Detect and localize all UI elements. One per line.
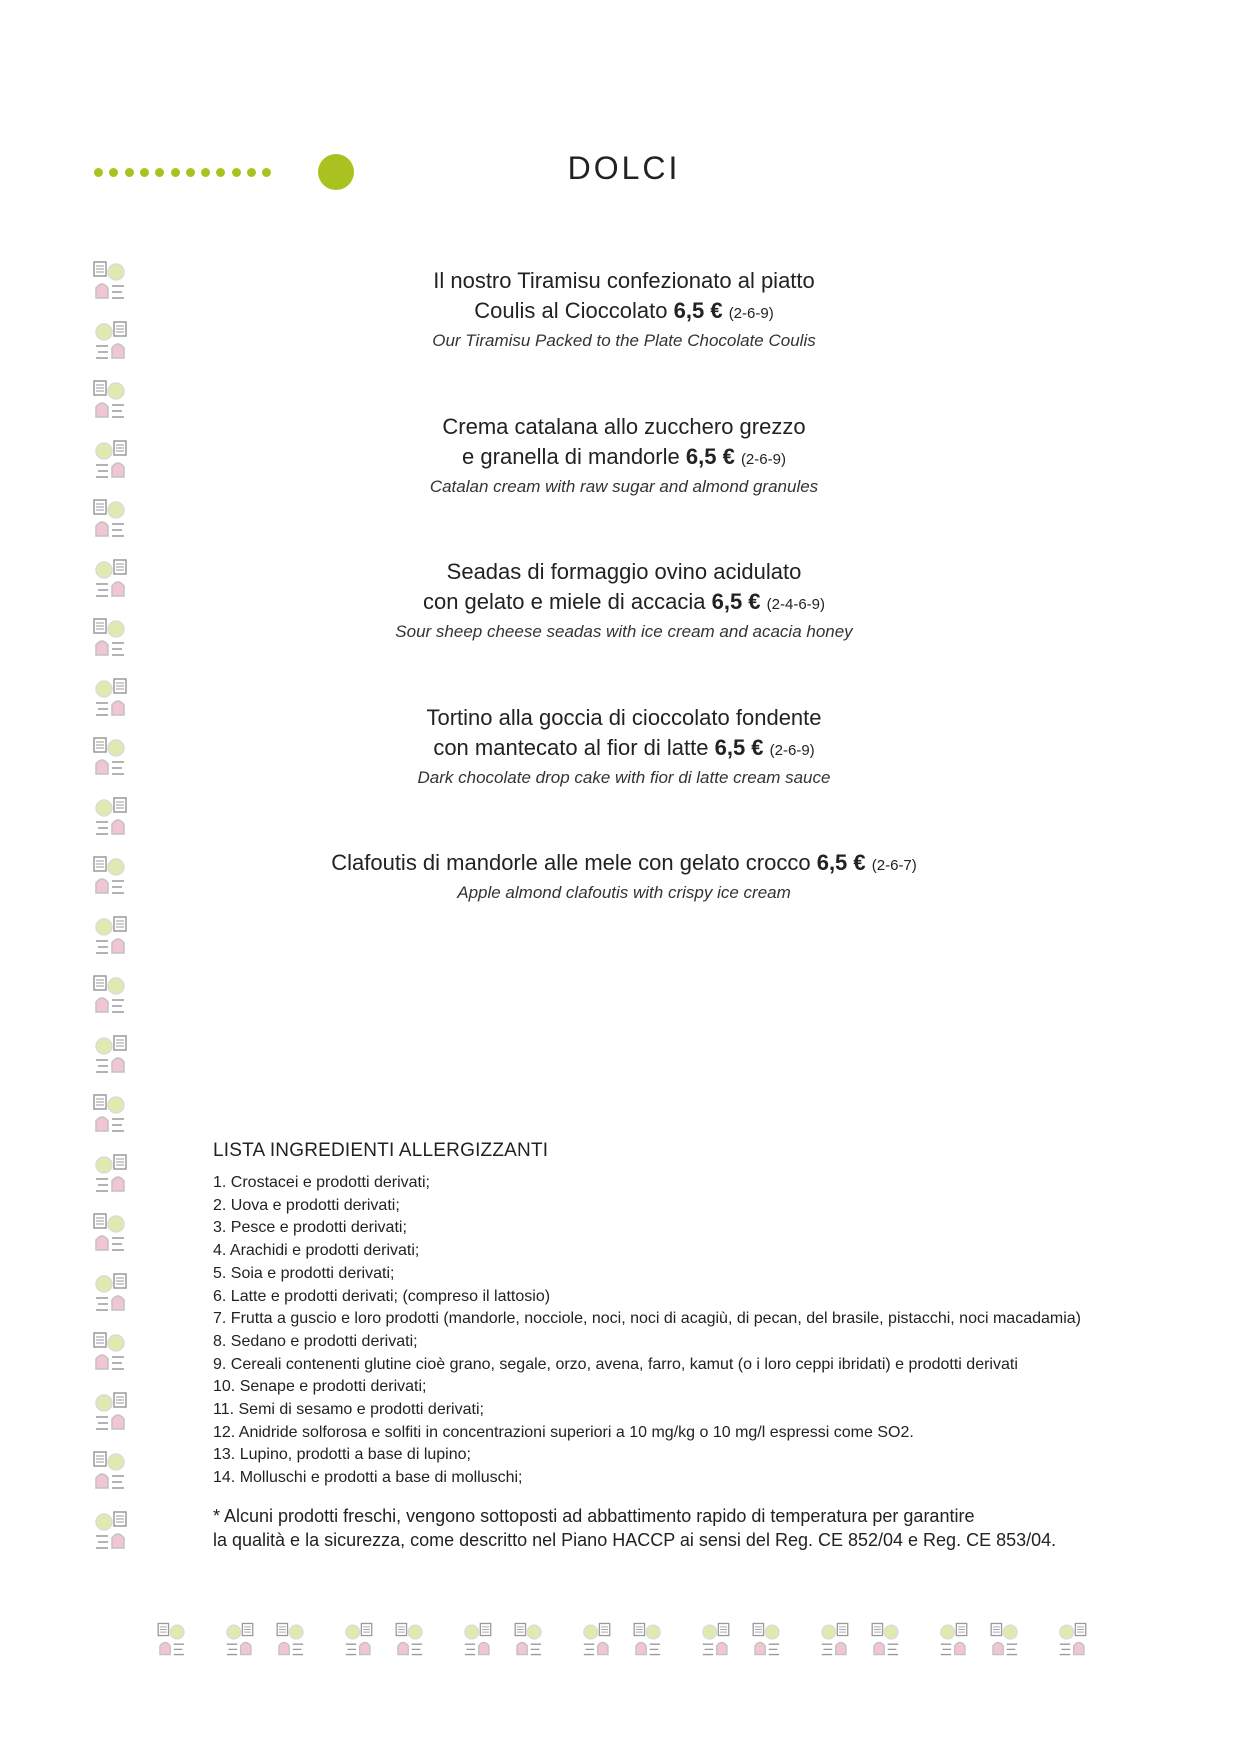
- item-price: 6,5 €: [816, 850, 866, 875]
- item-name-line2: e granella di mandorle 6,5 € (2-6-9): [462, 444, 786, 469]
- haccp-note: [213, 1504, 1113, 1552]
- ornament-icon: [92, 1389, 128, 1433]
- item-price: 6,5 €: [714, 735, 764, 760]
- ornament-icon: [92, 615, 128, 659]
- list-item: 8. Sedano e prodotti derivati;: [213, 1332, 418, 1350]
- ornament-icon: [150, 1620, 196, 1660]
- item-name-line1: Crema catalana allo zucchero grezzo: [442, 414, 806, 439]
- list-item: 11. Semi di sesamo e prodotti derivati;: [213, 1401, 484, 1419]
- allergen-codes: (2-4-6-9): [766, 596, 826, 613]
- list-item: 14. Molluschi e prodotti a base di molluschi;: [213, 1469, 523, 1487]
- ornament-icon: [329, 1620, 375, 1660]
- ornament-icon: [388, 1620, 434, 1660]
- ornament-icon: [92, 853, 128, 897]
- list-item: 6. Latte e prodotti derivati; (compreso il lattosio): [213, 1287, 551, 1305]
- ornament-icon: [92, 1270, 128, 1314]
- list-item: 4. Arachidi e prodotti derivati;: [213, 1242, 420, 1260]
- ornament-icon: [92, 675, 128, 719]
- dot-icon: [94, 168, 103, 177]
- list-item: 7. Frutta a guscio e loro prodotti (mandorle, nocciole, noci, noci di acagiù, di pecan, del brasile, pistacchi, noci macadamia): [213, 1310, 1082, 1328]
- item-english: Sour sheep cheese seadas with ice cream and acacia honey: [395, 622, 853, 641]
- dot-icon: [262, 168, 271, 177]
- dot-icon: [247, 168, 256, 177]
- ornament-icon: [92, 1091, 128, 1135]
- item-name-line2: Coulis al Cioccolato 6,5 € (2-6-9): [474, 298, 774, 323]
- item-english: Our Tiramisu Packed to the Plate Chocolate Coulis: [432, 331, 816, 350]
- page-title: DOLCI: [567, 150, 681, 186]
- ornament-icon: [92, 258, 128, 302]
- item-english: Dark chocolate drop cake with fior di latte cream sauce: [417, 768, 831, 787]
- item-price: 6,5 €: [685, 444, 735, 469]
- ornament-icon: [92, 1032, 128, 1076]
- menu-item: [300, 557, 948, 644]
- ornament-icon: [448, 1620, 494, 1660]
- list-item: 12. Anidride solforosa e solfiti in concentrazioni superiori a 10 mg/kg o 10 mg/l espressi come SO2.: [213, 1423, 914, 1441]
- ornament-icon: [92, 437, 128, 481]
- note-line2: la qualità e la sicurezza, come descritto nel Piano HACCP ai sensi del Reg. CE 852/04 e Reg. CE 853/04.: [213, 1529, 1057, 1550]
- dot-icon: [186, 168, 195, 177]
- dot-icon: [155, 168, 164, 177]
- ornament-icon: [92, 1210, 128, 1254]
- ornament-icon: [92, 1448, 128, 1492]
- item-name-line1: Clafoutis di mandorle alle mele con gelato crocco 6,5 € (2-6-7): [331, 850, 917, 875]
- list-item: 13. Lupino, prodotti a base di lupino;: [213, 1446, 471, 1464]
- menu-item: [260, 848, 988, 905]
- ornament-icon: [92, 496, 128, 540]
- ornament-icon: [626, 1620, 672, 1660]
- menu-item: [300, 266, 948, 353]
- item-name-line1: Il nostro Tiramisu confezionato al piatto: [433, 268, 815, 293]
- ornament-icon: [92, 734, 128, 778]
- ornament-icon: [567, 1620, 613, 1660]
- bottom-ornament-border: [150, 1620, 1100, 1670]
- ornament-icon: [92, 377, 128, 421]
- decorative-dots: [94, 168, 294, 178]
- item-price: 6,5 €: [673, 298, 723, 323]
- ornament-icon: [686, 1620, 732, 1660]
- allergen-codes: (2-6-9): [728, 305, 774, 322]
- dot-icon: [216, 168, 225, 177]
- menu-item: [300, 412, 948, 499]
- item-name-line2: con gelato e miele di accacia 6,5 € (2-4-6-9): [422, 589, 826, 614]
- note-line1: * Alcuni prodotti freschi, vengono sottoposti ad abbattimento rapido di temperatura per garantire: [213, 1505, 975, 1526]
- ornament-icon: [1043, 1620, 1089, 1660]
- ornament-icon: [92, 556, 128, 600]
- item-name-line1: Tortino alla goccia di cioccolato fondente: [426, 705, 822, 730]
- ornament-icon: [507, 1620, 553, 1660]
- ornament-icon: [92, 1329, 128, 1373]
- dot-icon: [125, 168, 134, 177]
- ornament-icon: [269, 1620, 315, 1660]
- ornament-icon: [805, 1620, 851, 1660]
- list-item: 5. Soia e prodotti derivati;: [213, 1264, 395, 1282]
- dot-icon: [232, 168, 241, 177]
- ornament-icon: [983, 1620, 1029, 1660]
- ornament-icon: [92, 794, 128, 838]
- ornament-icon: [924, 1620, 970, 1660]
- ornament-icon: [745, 1620, 791, 1660]
- ornament-icon: [92, 1508, 128, 1552]
- item-name-line1: Seadas di formaggio ovino acidulato: [446, 559, 802, 584]
- dot-icon: [140, 168, 149, 177]
- ornament-icon: [92, 913, 128, 957]
- item-english: Apple almond clafoutis with crispy ice cream: [457, 883, 791, 902]
- list-item: 10. Senape e prodotti derivati;: [213, 1378, 427, 1396]
- list-item: 2. Uova e prodotti derivati;: [213, 1196, 400, 1214]
- allergen-title: LISTA INGREDIENTI ALLERGIZZANTI: [213, 1140, 549, 1161]
- allergen-codes: (2-6-9): [740, 451, 786, 468]
- item-name-line2: con mantecato al fior di latte 6,5 € (2-6-9): [433, 735, 815, 760]
- menu-item: [300, 703, 948, 790]
- ornament-icon: [210, 1620, 256, 1660]
- ornament-icon: [92, 972, 128, 1016]
- dot-icon: [201, 168, 210, 177]
- ornament-icon: [92, 318, 128, 362]
- allergen-codes: (2-6-7): [871, 857, 917, 874]
- ornament-icon: [864, 1620, 910, 1660]
- dot-icon: [171, 168, 180, 177]
- allergen-list: [213, 1172, 1113, 1490]
- item-english: Catalan cream with raw sugar and almond granules: [429, 477, 819, 496]
- list-item: 1. Crostacei e prodotti derivati;: [213, 1174, 430, 1191]
- list-item: 3. Pesce e prodotti derivati;: [213, 1219, 407, 1237]
- left-ornament-border: [92, 258, 132, 1558]
- allergen-codes: (2-6-9): [769, 742, 815, 759]
- dot-icon: [109, 168, 118, 177]
- item-price: 6,5 €: [711, 589, 761, 614]
- list-item: 9. Cereali contenenti glutine cioè grano, segale, orzo, avena, farro, kamut (o i loro ceppi ibridati) e prodotti derivati: [213, 1355, 1018, 1373]
- ornament-icon: [92, 1151, 128, 1195]
- allergen-section: [213, 1140, 1113, 1552]
- header-dot-icon: [318, 154, 354, 190]
